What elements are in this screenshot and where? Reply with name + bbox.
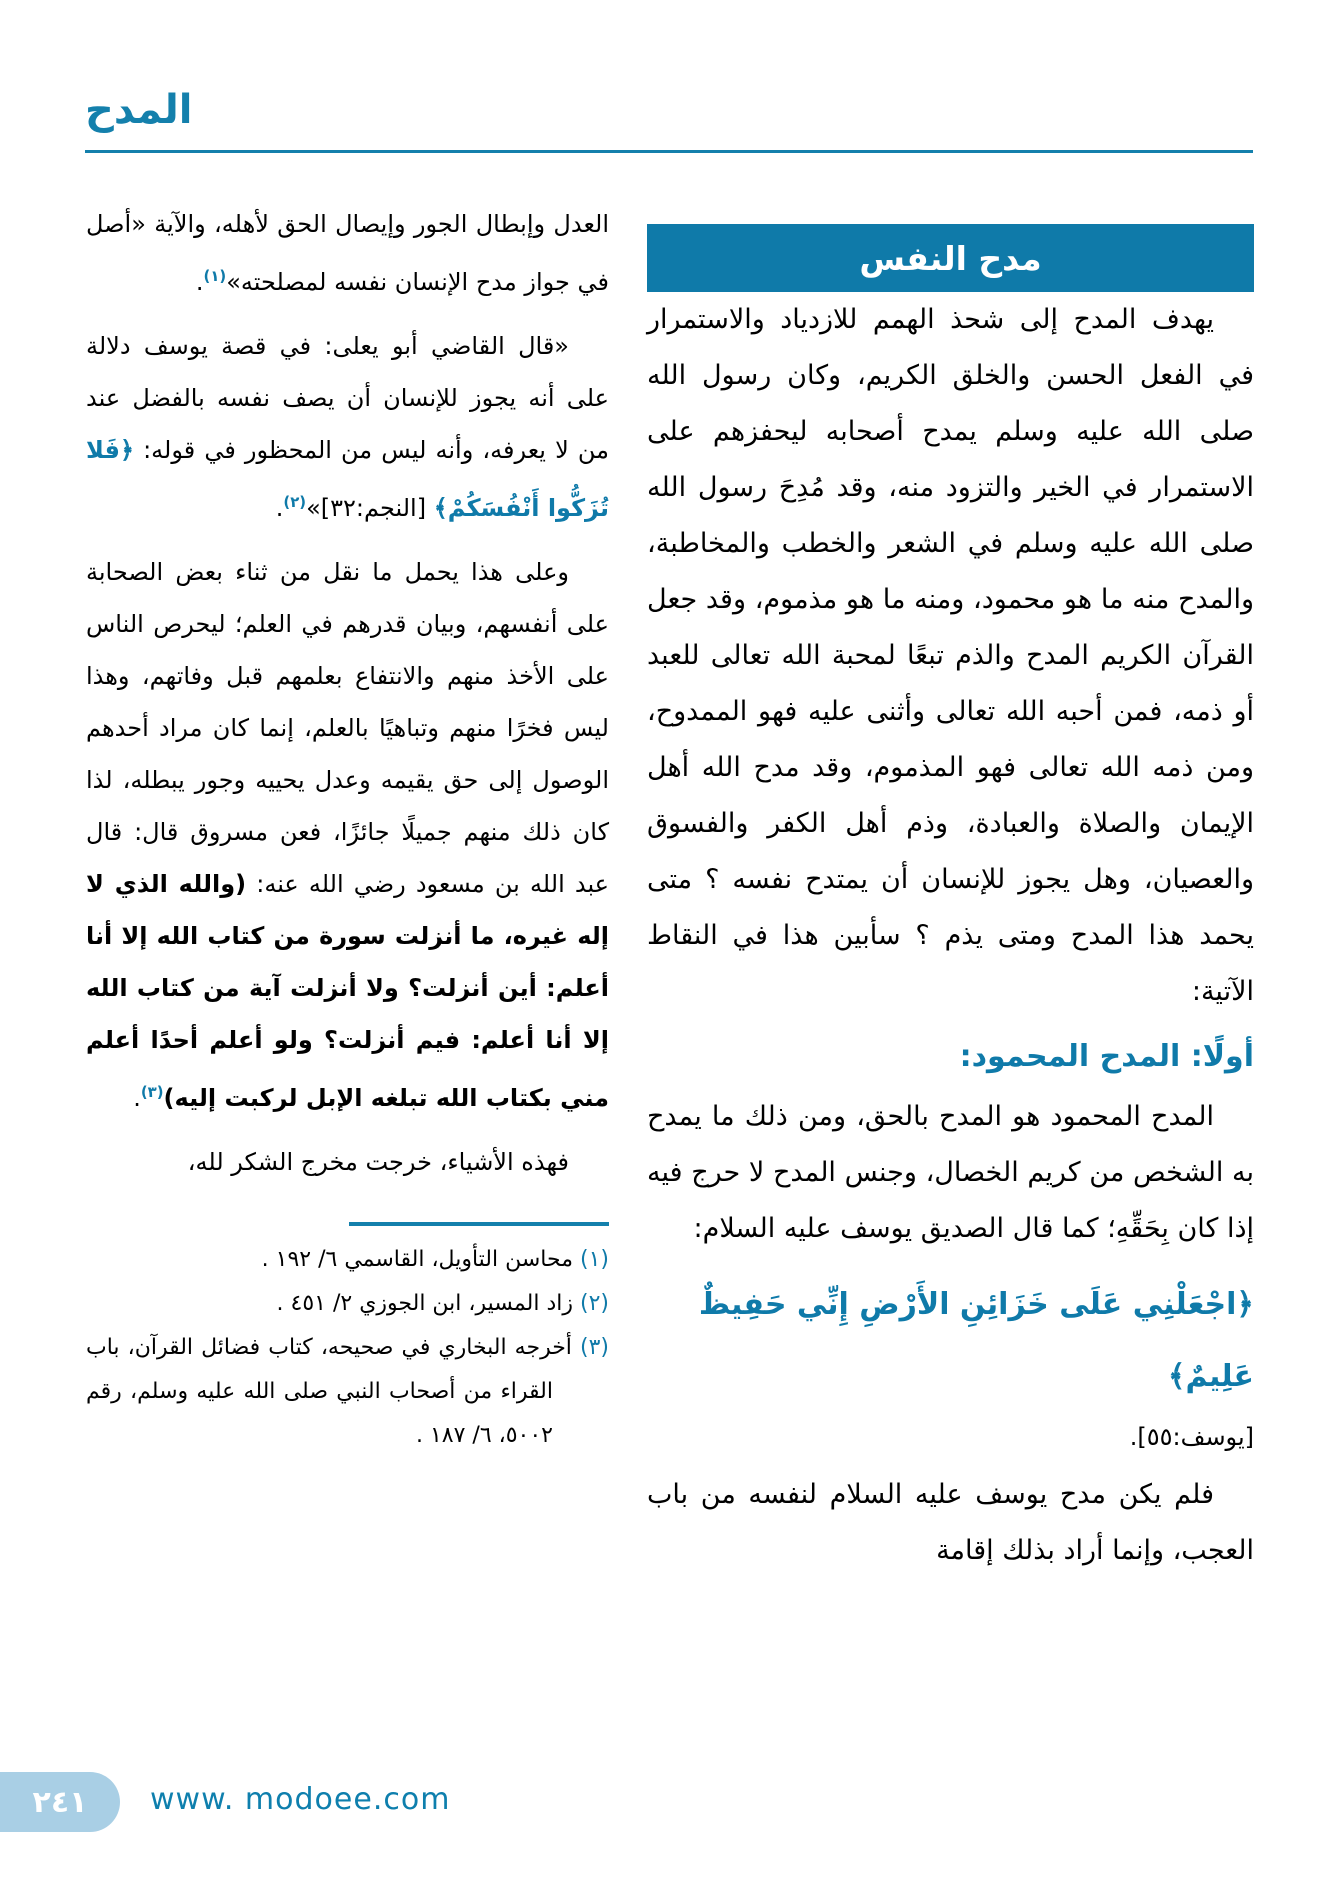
footnotes-block bbox=[86, 1222, 609, 1458]
hadith-quote-ibn-masud: (والله الذي لا إله غيره، ما أنزلت سورة من كتاب الله إلا أنا أعلم: أين أنزلت؟ ولا أنزلت آية من كتاب الله إلا أنا أعلم: فيم أنزلت؟ ولو أعلم أحدًا أعلم مني بكتاب الله تبلغه الإبل لركبت إليه) bbox=[86, 870, 609, 1112]
page-number-pill bbox=[0, 1772, 120, 1832]
paragraph-text: وعلى هذا يحمل ما نقل من ثناء بعض الصحابة على أنفسهم، وبيان قدرهم في العلم؛ ليحرص الناس على الأخذ منهم والانتفاع بعلمهم قبل وفاتهم، وهذا ليس فخرًا منهم وتباهيًا بالعلم، إنما كان مراد أحدهم الوصول إلى حق يقيمه وعدل يحييه وجور يبطله، لذا كان ذلك منهم جميلًا جائزًا، فعن مسروق قال: قال عبد الله بن مسعود رضي الله عنه: bbox=[86, 558, 610, 898]
paragraph-text: العدل وإبطال الجور وإيصال الحق لأهله، والآية «أصل في جواز مدح الإنسان نفسه لمصلحته» bbox=[86, 210, 609, 296]
column-primary bbox=[647, 198, 1254, 1591]
paragraph-qadi-abu-yala bbox=[86, 320, 609, 534]
verse-citation-najm: [النجم:٣٢]» bbox=[306, 494, 434, 522]
paragraph-text: . bbox=[195, 268, 204, 296]
footnote-number: (٢) bbox=[579, 1291, 609, 1316]
website-url: www. modoee.com bbox=[150, 1782, 451, 1817]
footnote-item bbox=[86, 1282, 609, 1326]
footnote-text: محاسن التأويل، القاسمي ٦/ ١٩٢ . bbox=[261, 1247, 573, 1272]
footnote-number: (١) bbox=[579, 1247, 609, 1272]
footnote-number: (٣) bbox=[579, 1335, 609, 1360]
section-title: مدح النفس bbox=[859, 238, 1042, 278]
page-number: ٢٤١ bbox=[32, 1784, 88, 1820]
subheading-praiseworthy-praise: أولًا: المدح المحمود: bbox=[959, 1039, 1254, 1074]
paragraph-yusuf-commentary: فلم يكن مدح يوسف عليه السلام لنفسه من باب العجب، وإنما أراد بذلك إقامة bbox=[647, 1479, 1254, 1566]
content-columns bbox=[86, 198, 1254, 1591]
page-header bbox=[85, 86, 1253, 134]
paragraph-praiseworthy-definition: المدح المحمود هو المدح بالحق، ومن ذلك ما يمدح به الشخص من كريم الخصال، وجنس المدح لا حرج فيه إذا كان بِحَقِّهِ؛ كما قال الصديق يوسف عليه السلام: bbox=[647, 1101, 1254, 1244]
chapter-title: المدح bbox=[85, 87, 193, 133]
quran-verse-najm: ﴿فَلا تُزَكُّوا أَنْفُسَكُمْ﴾ bbox=[86, 436, 609, 522]
quran-verse-yusuf: ﴿اجْعَلْنِي عَلَى خَزَائِنِ الأَرْضِ إِنِّي حَفِيظٌ عَلِيمٌ﴾ bbox=[698, 1287, 1254, 1394]
paragraph-praise-intro: يهدف المدح إلى شحذ الهمم للازدياد والاستمرار في الفعل الحسن والخلق الكريم، وكان رسول الله صلى الله عليه وسلم يمدح أصحابه ليحفزهم على الاستمرار في الخير والتزود منه، وقد مُدِحَ رسول الله صلى الله عليه وسلم في الشعر والخطب والمخاطبة، والمدح منه ما هو محمود، ومنه ما هو مذموم، وقد جعل القرآن الكريم المدح والذم تبعًا لمحبة الله تعالى للعبد أو ذمه، فمن أحبه الله تعالى وأثنى عليه فهو الممدوح، ومن ذمه الله تعالى فهو المذموم، وقد مدح الله أهل الإيمان والصلاة والعبادة، وذم أهل الكفر والفسوق والعصيان، وهل يجوز للإنسان أن يمتدح نفسه ؟ متى يحمد هذا المدح ومتى يذم ؟ سأبين هذا في النقاط الآتية: bbox=[647, 304, 1254, 1007]
paragraph-text: . bbox=[133, 1084, 141, 1112]
paragraph-text: . bbox=[275, 494, 284, 522]
footnote-item bbox=[86, 1326, 609, 1458]
footnote-separator bbox=[349, 1222, 609, 1226]
paragraph-gratitude: فهذه الأشياء، خرجت مخرج الشكر لله، bbox=[187, 1148, 569, 1176]
paragraph-companions-praise bbox=[86, 546, 609, 1124]
section-title-box bbox=[647, 224, 1254, 292]
footnote-marker-1: (١) bbox=[203, 267, 227, 285]
footnote-marker-2: (٢) bbox=[283, 493, 307, 511]
paragraph-justice-continuation bbox=[86, 198, 609, 308]
column-secondary bbox=[86, 198, 609, 1591]
verse-citation-yusuf: [يوسف:٥٥]. bbox=[1129, 1423, 1254, 1451]
footnote-item bbox=[86, 1238, 609, 1282]
header-rule bbox=[85, 150, 1253, 153]
paragraph-text: «قال القاضي أبو يعلى: في قصة يوسف دلالة على أنه يجوز للإنسان أن يصف نفسه بالفضل عند من لا يعرفه، وأنه ليس من المحظور في قوله: bbox=[86, 332, 609, 464]
footnote-marker-3: (٣) bbox=[140, 1083, 164, 1101]
footnote-text: زاد المسير، ابن الجوزي ٢/ ٤٥١ . bbox=[276, 1291, 573, 1316]
footnote-text: أخرجه البخاري في صحيحه، كتاب فضائل القرآن، باب القراء من أصحاب النبي صلى الله عليه وسلم، رقم ٥٠٠٢، ٦/ ١٨٧ . bbox=[86, 1335, 572, 1448]
